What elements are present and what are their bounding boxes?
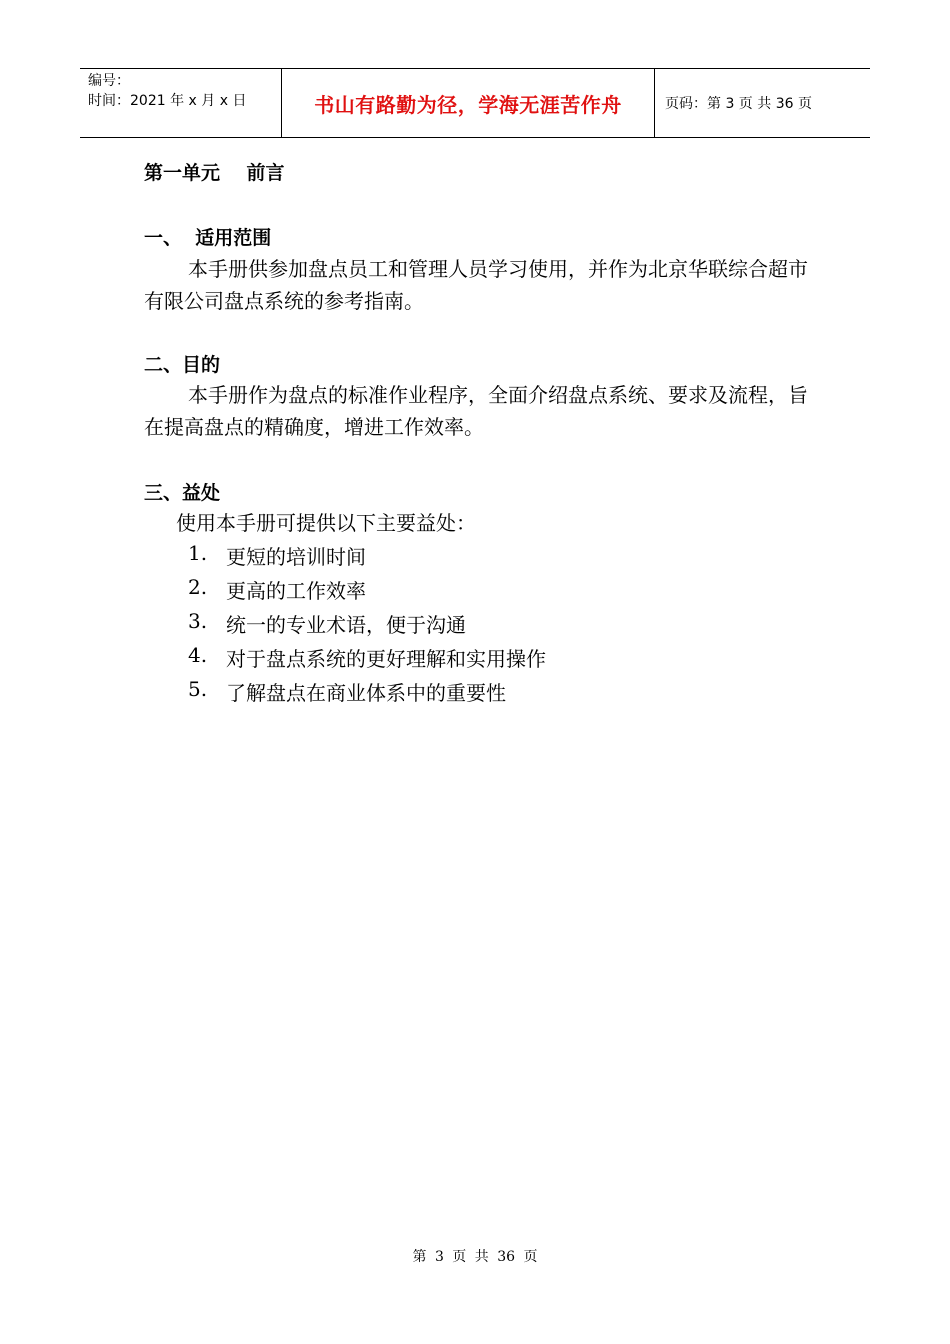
- list-item-text: 更短的培训时间: [226, 545, 366, 569]
- list-item: [188, 677, 506, 706]
- list-item-text: 统一的专业术语，便于沟通: [226, 613, 466, 637]
- code-label: 编号：: [88, 73, 130, 89]
- list-item: [188, 609, 466, 638]
- list-item-text: 了解盘点在商业体系中的重要性: [226, 681, 506, 705]
- unit-title: 第一单元 前言: [144, 162, 285, 184]
- list-item-number: 2.: [188, 575, 208, 599]
- list-item: [188, 541, 366, 570]
- time-label: 时间：2021 年 x 月 x 日: [88, 93, 247, 109]
- section-paragraph-purpose: 本手册作为盘点的标准作业程序，全面介绍盘点系统、要求及流程，旨在提高盘点的精确度，增进工作效率。: [144, 383, 808, 439]
- motto: 书山有路勤为径，学海无涯苦作舟: [314, 92, 622, 117]
- list-item-number: 3.: [188, 609, 208, 633]
- section-heading-benefits: 三、益处: [144, 482, 221, 504]
- section-heading-purpose: 二、目的: [144, 354, 221, 376]
- list-item-text: 更高的工作效率: [226, 579, 366, 603]
- page-header: [80, 68, 870, 138]
- list-item-number: 4.: [188, 643, 208, 667]
- section-paragraph-scope: 本手册供参加盘点员工和管理人员学习使用，并作为北京华联综合超市有限公司盘点系统的参考指南。: [144, 257, 808, 313]
- section-heading-scope: 一、 适用范围: [144, 227, 272, 249]
- benefits-intro: 使用本手册可提供以下主要益处：: [176, 511, 476, 535]
- list-item-number: 5.: [188, 677, 208, 701]
- page-info: 页码：第 3 页 共 36 页: [665, 96, 812, 112]
- page-footer: 第 3 页 共 36 页: [412, 1249, 538, 1265]
- header-meta: [80, 69, 282, 137]
- list-item: [188, 643, 546, 672]
- header-motto-cell: [282, 69, 655, 137]
- list-item-text: 对于盘点系统的更好理解和实用操作: [226, 647, 546, 671]
- list-item: [188, 575, 366, 604]
- list-item-number: 1.: [188, 541, 208, 565]
- header-page-info: [655, 69, 870, 137]
